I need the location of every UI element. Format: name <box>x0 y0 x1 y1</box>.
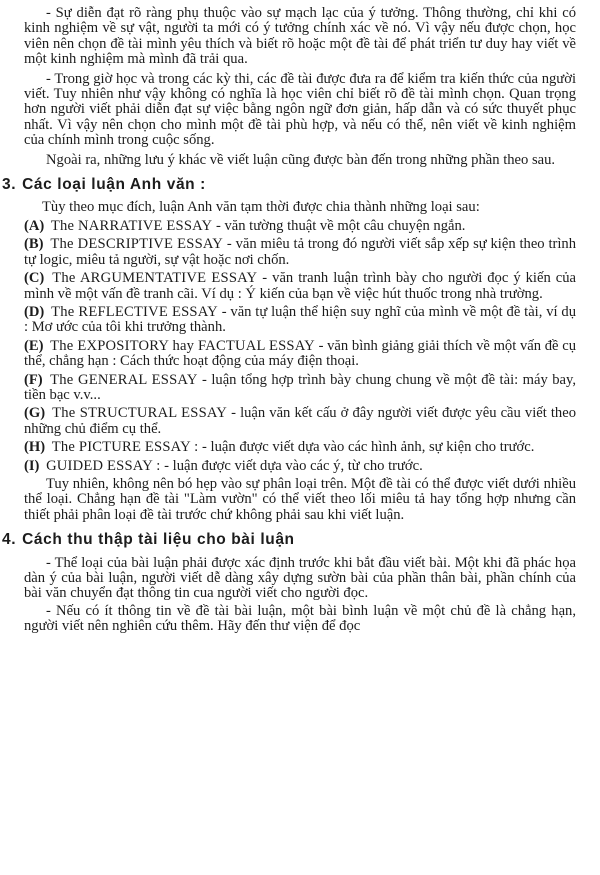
essay-type-title: The NARRATIVE ESSAY <box>50 217 213 234</box>
section-4-paragraph-essay-type: - Thể loại của bài luận phải được xác định trước khi bắt đầu viết bài. Một khi đã phác họa dàn ý của bài luận, người viết dễ dàng xây dựng sườn bài của phần thân bài, phần chính của bài văn chuyển đạt thông tin cua người viết cho người đọc. <box>24 554 576 602</box>
essay-type-description: - luận được viết dựa vào các hình ảnh, sự kiện cho trước. <box>202 439 535 456</box>
essay-type-description: - luận tổng hợp trình bày chung chung về một đề tài: máy bay, tiền bạc v.v... <box>24 371 576 403</box>
essay-type-structural <box>24 406 576 437</box>
paragraph-clear-expression: - Sự diễn đạt rõ ràng phụ thuộc vào sự mạch lạc của ý tưởng. Thông thường, chỉ khi có kinh nghiệm về sự vật, người ta mới có ý tưởng chính xác về nó. Vì vậy nếu được chọn, học viên nên chọn đề tài mình yêu thích và biết rõ hoặc một đề tài để phát triển tư duy hay viết về một kinh nghiệm mà mình đã trải qua. <box>24 5 576 68</box>
essay-type-tag: (I) <box>24 457 40 474</box>
essay-type-descriptive <box>24 237 576 268</box>
essay-type-title: The EXPOSITORY hay FACTUAL ESSAY <box>50 337 315 354</box>
essay-type-tag: (E) <box>24 337 44 354</box>
section-4-number: 4. <box>2 531 17 549</box>
essay-type-tag: (A) <box>24 217 45 234</box>
essay-type-title: The ARGUMENTATIVE ESSAY <box>52 270 258 287</box>
section-4-title: Cách thu thập tài liệu cho bài luận <box>22 531 295 549</box>
essay-type-description: - văn tự luận thể hiện suy nghĩ của mình về một đề tài, ví dụ : Mơ ước của tôi khi trưởng thành. <box>24 303 576 336</box>
essay-type-title: The REFLECTIVE ESSAY <box>51 303 218 320</box>
essay-type-tag: (D) <box>24 303 45 320</box>
essay-type-expository <box>24 339 576 370</box>
paragraph-exam-topics: - Trong giờ học và trong các kỳ thi, các đề tài được đưa ra để kiểm tra kiến thức của người viết. Tuy nhiên như vậy không có nghĩa là học viên chỉ biết rõ đề tài mình chọn. Quan trọng hơn người viết phải diễn đạt sự việc bằng ngôn ngữ đơn giản, hấp dẫn và có sức thuyết phục nhất. Vì vậy nên chọn cho mình một đề tài phù hợp, và nếu có thể, nên viết về kinh nghiệm của chính mình trong cuộc sống. <box>24 70 576 149</box>
section-3-intro: Tùy theo mục đích, luận Anh văn tạm thời được chia thành những loại sau: <box>42 199 480 216</box>
essay-type-narrative <box>24 219 576 234</box>
essay-type-description: - văn miêu tả trong đó người viết sắp xếp sự kiện theo trình tự logic, miêu tả người, sự vật hoặc nơi chốn. <box>24 236 577 268</box>
essay-type-tag: (B) <box>24 236 44 253</box>
essay-type-title: The PICTURE ESSAY : <box>51 439 199 456</box>
essay-type-guided <box>24 459 576 474</box>
essay-type-tag: (G) <box>24 405 46 422</box>
section-3-number: 3. <box>2 176 17 194</box>
essay-type-description: - luận được viết dựa vào các ý, từ cho trước. <box>164 457 423 474</box>
essay-type-tag: (F) <box>24 371 43 388</box>
essay-type-description: - văn bình giảng giải thích về một vấn đề cụ thể, chẳng hạn : Cách thức hoạt động của máy điện thoại. <box>24 337 576 370</box>
section-4-paragraph-research: - Nếu có ít thông tin về đề tài bài luận, một bài bình luận về một chủ đề là chẳng hạn, người viết nên nghiên cứu thêm. Hãy đến thư viện để đọc <box>24 602 576 635</box>
essay-type-title: The STRUCTURAL ESSAY <box>52 405 228 422</box>
essay-type-title: GUIDED ESSAY : <box>46 457 161 474</box>
essay-type-description: - văn tranh luận trình bày cho người đọc ý kiến của mình về một vấn đề tranh cãi. Ví dụ : Ý kiến của bạn về việc hút thuốc trong nhà trường. <box>24 270 576 302</box>
document-page <box>2 5 577 637</box>
essay-type-picture <box>24 440 576 455</box>
essay-type-title: The GENERAL ESSAY <box>50 371 198 388</box>
section-4-heading <box>2 532 576 547</box>
essay-type-tag: (H) <box>24 439 46 456</box>
essay-type-argumentative <box>24 271 576 302</box>
essay-type-reflective <box>24 305 576 336</box>
essay-type-general <box>24 373 576 404</box>
essay-type-description: - văn tường thuật về một câu chuyện ngắn. <box>215 217 466 234</box>
essay-type-description: - luận văn kết cấu ở đây người viết được yêu cầu viết theo những chủ điểm cụ thể. <box>24 405 577 437</box>
essay-type-tag: (C) <box>24 270 45 287</box>
section-3-title: Các loại luận Anh văn : <box>22 176 206 194</box>
essay-type-title: The DESCRIPTIVE ESSAY <box>50 236 224 253</box>
paragraph-other-notes: Ngoài ra, những lưu ý khác về viết luận cũng được bàn đến trong những phần theo sau. <box>46 151 556 168</box>
section-3-closing: Tuy nhiên, không nên bó hẹp vào sự phân loại trên. Một đề tài có thể được viết dưới nhiều thể loại. Chẳng hạn đề tài "Làm vườn" có thể viết theo lối miêu tả hay tổng hợp nhưng cần thiết phải phân loại đề tài trước chứ không phải sau khi viết luận. <box>24 475 576 523</box>
section-3-heading <box>2 177 576 192</box>
